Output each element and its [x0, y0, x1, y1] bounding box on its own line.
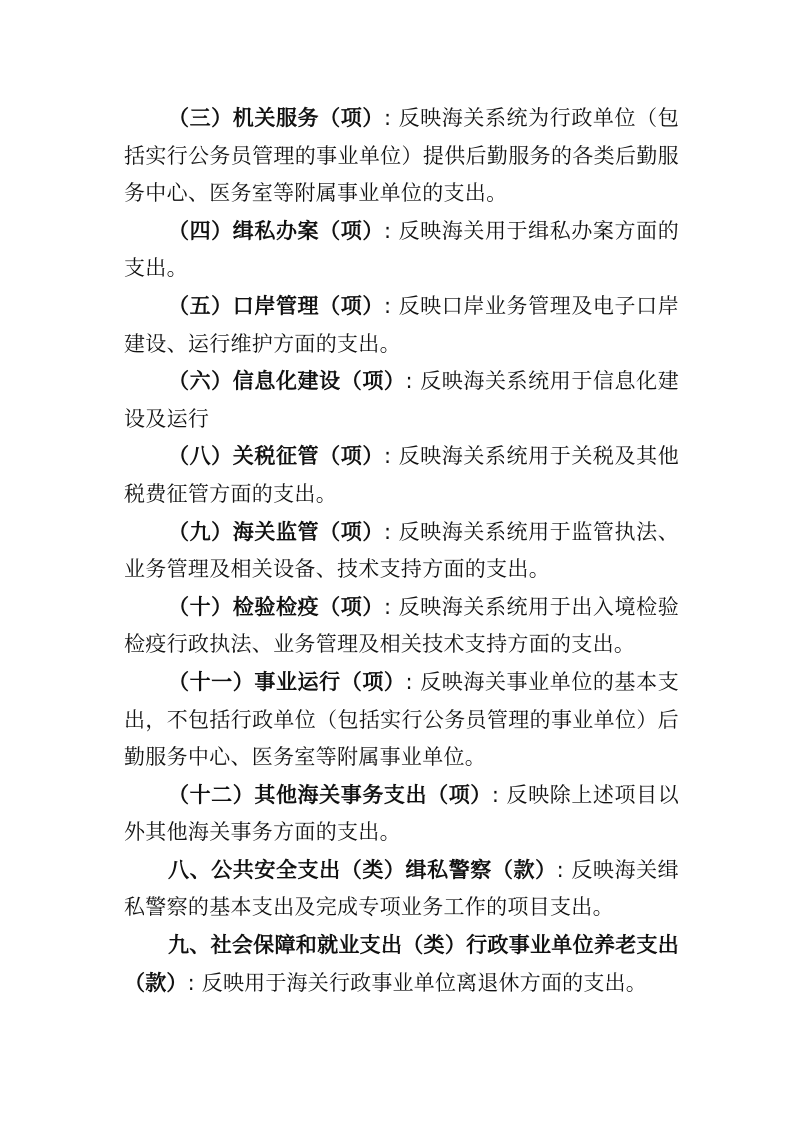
paragraph-jiguan-fuwu [124, 100, 679, 213]
paragraph-text: : 反映海关用于缉私办案方面的支出。 [124, 218, 680, 281]
paragraph-shehui-baozhang [124, 927, 679, 1002]
paragraph-guanshui-zhengguan [124, 438, 679, 513]
paragraph-text: : 反映除上述项目以外其他海关事务方面的支出。 [124, 782, 680, 845]
paragraph-haiguan-jianguan [124, 514, 679, 589]
paragraph-text: : 反映海关系统用于关税及其他税费征管方面的支出。 [124, 444, 680, 506]
paragraph-shiye-yunxing [124, 664, 679, 777]
paragraph-heading: （三）机关服务（项） [168, 106, 384, 130]
paragraph-heading: （十）检验检疫（项） [168, 594, 384, 619]
paragraph-heading: 九、社会保障和就业支出（类）行政事业单位养老支出（款） [124, 933, 679, 995]
paragraph-qita-haiguan-shiwu [124, 777, 679, 852]
paragraph-jianyan-jianyi [124, 589, 679, 664]
paragraph-text: : 反映口岸业务管理及电子口岸建设、运行维护方面的支出。 [124, 293, 680, 356]
paragraph-heading: （八）关税征管（项） [168, 444, 384, 469]
paragraph-text: : 反映海关系统用于出入境检验检疫行政执法、业务管理及相关技术支持方面的支出。 [124, 594, 680, 657]
paragraph-gonggong-anquan [124, 852, 679, 927]
paragraph-heading: （五）口岸管理（项） [168, 293, 384, 318]
paragraph-xinxihua-jianshe [124, 363, 679, 438]
paragraph-text: : 反映海关缉私警察的基本支出及完成专项业务工作的项目支出。 [124, 857, 679, 920]
paragraph-text: : 反映海关系统用于监管执法、业务管理及相关设备、技术支持方面的支出。 [124, 519, 680, 582]
paragraph-text: : 反映用于海关行政事业单位离退休方面的支出。 [187, 970, 647, 995]
paragraph-heading: （十一）事业运行（项） [168, 669, 406, 694]
document-body [124, 100, 679, 1002]
paragraph-heading: 八、公共安全支出（类）缉私警察（款） [168, 857, 557, 882]
paragraph-heading: （十二）其他海关事务支出（项） [168, 782, 492, 807]
paragraph-text: : 反映海关事业单位的基本支出，不包括行政单位（包括实行公务员管理的事业单位）后勤服务中心、医务室等附属事业单位。 [124, 669, 679, 770]
paragraph-text: : 反映海关系统用于信息化建设及运行 [124, 369, 679, 431]
paragraph-kouan-guanli [124, 288, 679, 363]
paragraph-heading: （四）缉私办案（项） [168, 218, 384, 243]
paragraph-heading: （六）信息化建设（项） [168, 369, 406, 394]
paragraph-heading: （九）海关监管（项） [168, 519, 384, 544]
paragraph-jisi-banan [124, 213, 679, 288]
paragraph-text: : 反映海关系统为行政单位（包括实行公务员管理的事业单位）提供后勤服务的各类后勤服务中心、医务室等附属事业单位的支出。 [124, 106, 680, 206]
